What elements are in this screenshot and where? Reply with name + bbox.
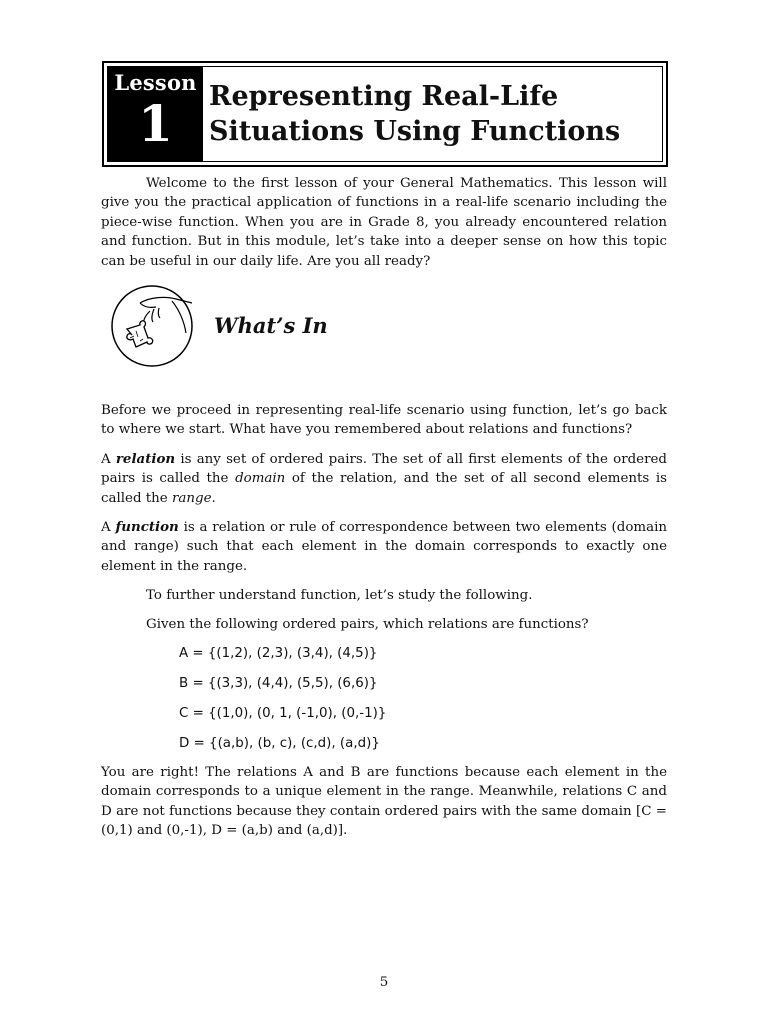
intro-paragraph: Welcome to the first lesson of your General Mathematics. This lesson will give you the practical application of functions in a real-life scenario including the piece-wise function. When you are in Grade 8, you already encountered relation and function. But in this module, let’s take into a deeper sense on how this topic can be useful in our daily life. Are you all ready? — [101, 176, 667, 269]
answer-paragraph: You are right! The relations A and B are functions because each element in the domain corresponds to a unique element in the range. Meanwhile, relations C and D are not functions because they contain ordered pairs with the same domain [C = (0,1) and (0,-1), D = (a,b) and (a,d)]. — [101, 765, 667, 839]
before-paragraph: Before we proceed in representing real-life scenario using function, let’s go back to where we start. What have you remembered about relations and functions? — [101, 403, 667, 438]
whats-in-heading: What’s In — [214, 313, 328, 338]
relation-end: . — [211, 490, 216, 506]
set-c: C = {(1,0), (0, 1, (-1,0), (0,-1)} — [179, 706, 387, 721]
lesson-title-line1: Representing Real-Life — [209, 81, 559, 112]
lesson-header-inner — [107, 66, 663, 162]
lesson-title-line2: Situations Using Functions — [209, 116, 621, 147]
lesson-header — [102, 61, 668, 167]
lesson-number: 1 — [138, 94, 173, 153]
function-text: is a relation or rule of correspondence between two elements (domain and range) such that each element in the domain corresponds to exactly one element in the range. — [101, 520, 667, 574]
set-a: A = {(1,2), (2,3), (3,4), (4,5)} — [179, 646, 378, 661]
relation-definition — [101, 450, 667, 508]
set-d: D = {(a,b), (b, c), (c,d), (a,d)} — [179, 736, 380, 751]
lesson-badge — [108, 67, 203, 161]
further-text: To further understand function, let’s study the following. — [146, 588, 533, 603]
given-text: Given the following ordered pairs, which relations are functions? — [146, 617, 589, 632]
hand-puzzle-piece-icon — [110, 281, 196, 371]
page-number: 5 — [379, 975, 389, 990]
relation-term: relation — [115, 451, 176, 467]
lesson-label: Lesson — [114, 70, 197, 95]
relation-text-1: is any set of ordered pairs. The set of all first elements of the ordered pairs is called the — [101, 452, 667, 487]
lesson-title — [203, 67, 662, 161]
set-b: B = {(3,3), (4,4), (5,5), (6,6)} — [179, 676, 378, 691]
function-article: A — [101, 520, 111, 535]
range-term: range — [172, 490, 212, 506]
function-term: function — [115, 519, 179, 535]
function-definition — [101, 518, 667, 576]
relation-article: A — [101, 452, 111, 467]
relation-text-2: of the relation, and the set of all second elements is called the — [101, 471, 667, 506]
domain-term: domain — [235, 471, 286, 487]
